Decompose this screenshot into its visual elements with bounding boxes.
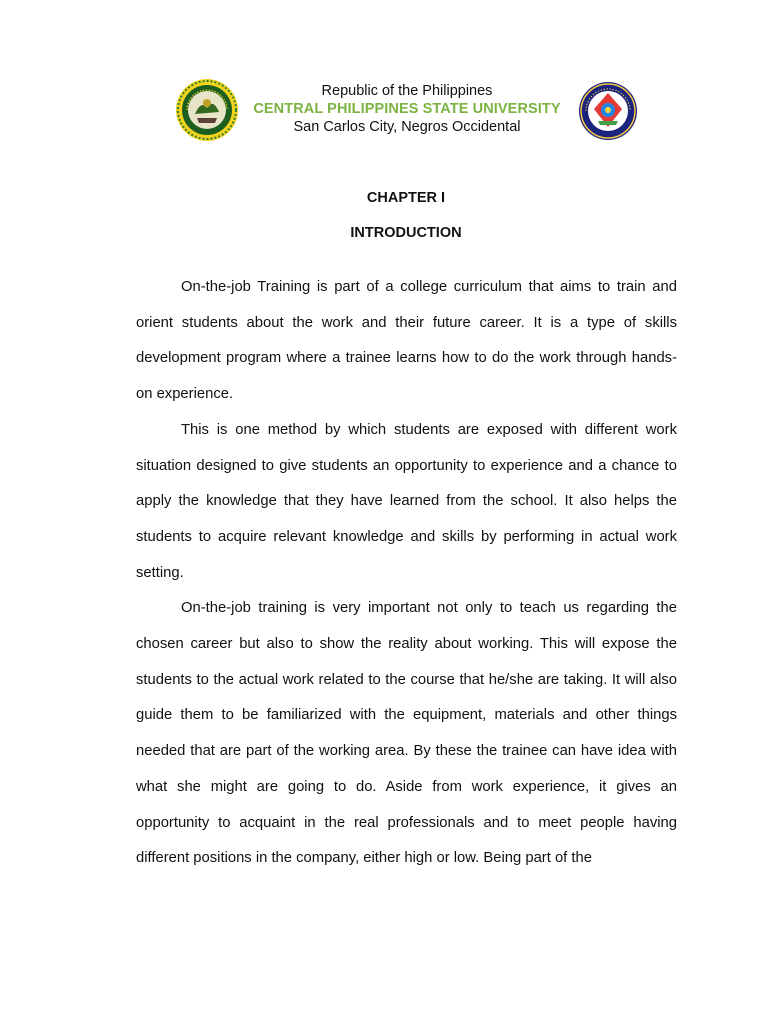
university-seal-icon [175, 78, 239, 142]
paragraph: On-the-job Training is part of a college curriculum that aims to train and orient students about the work and their future career. It is a type of skills development program where a trainee learns how to do the work through hands-on experience. [136, 279, 677, 403]
college-of-computer-studies-seal-icon [578, 81, 638, 141]
university-name: CENTRAL PHILIPPINES STATE UNIVERSITY [253, 101, 561, 117]
paragraph: This is one method by which students are exposed with different work situation designed to give students an opportunity to experience and a chance to apply the knowledge that they have learned from the school. It also helps the students to acquire relevant knowledge and skills by performing in actual work setting. [136, 421, 677, 581]
letterhead-text [246, 82, 568, 136]
section-heading: INTRODUCTION [350, 225, 462, 241]
body-text [136, 270, 677, 877]
paragraph: On-the-job training is very important not only to teach us regarding the chosen career but also to show the reality about working. This will expose the students to the actual work related to the course that he/she are taking. It will also guide them to be familiarized with the equipment, materials and other things needed that are part of the working area. By these the trainee can have idea with what she might are going to do. Aside from work experience, it gives an opportunity to acquaint in the real professionals and to meet people having different positions in the company, either high or low. Being part of the [136, 600, 677, 867]
chapter-heading: CHAPTER I [366, 190, 446, 206]
university-address: San Carlos City, Negros Occidental [293, 119, 521, 135]
letterhead [0, 78, 768, 148]
country-line: Republic of the Philippines [321, 83, 493, 99]
